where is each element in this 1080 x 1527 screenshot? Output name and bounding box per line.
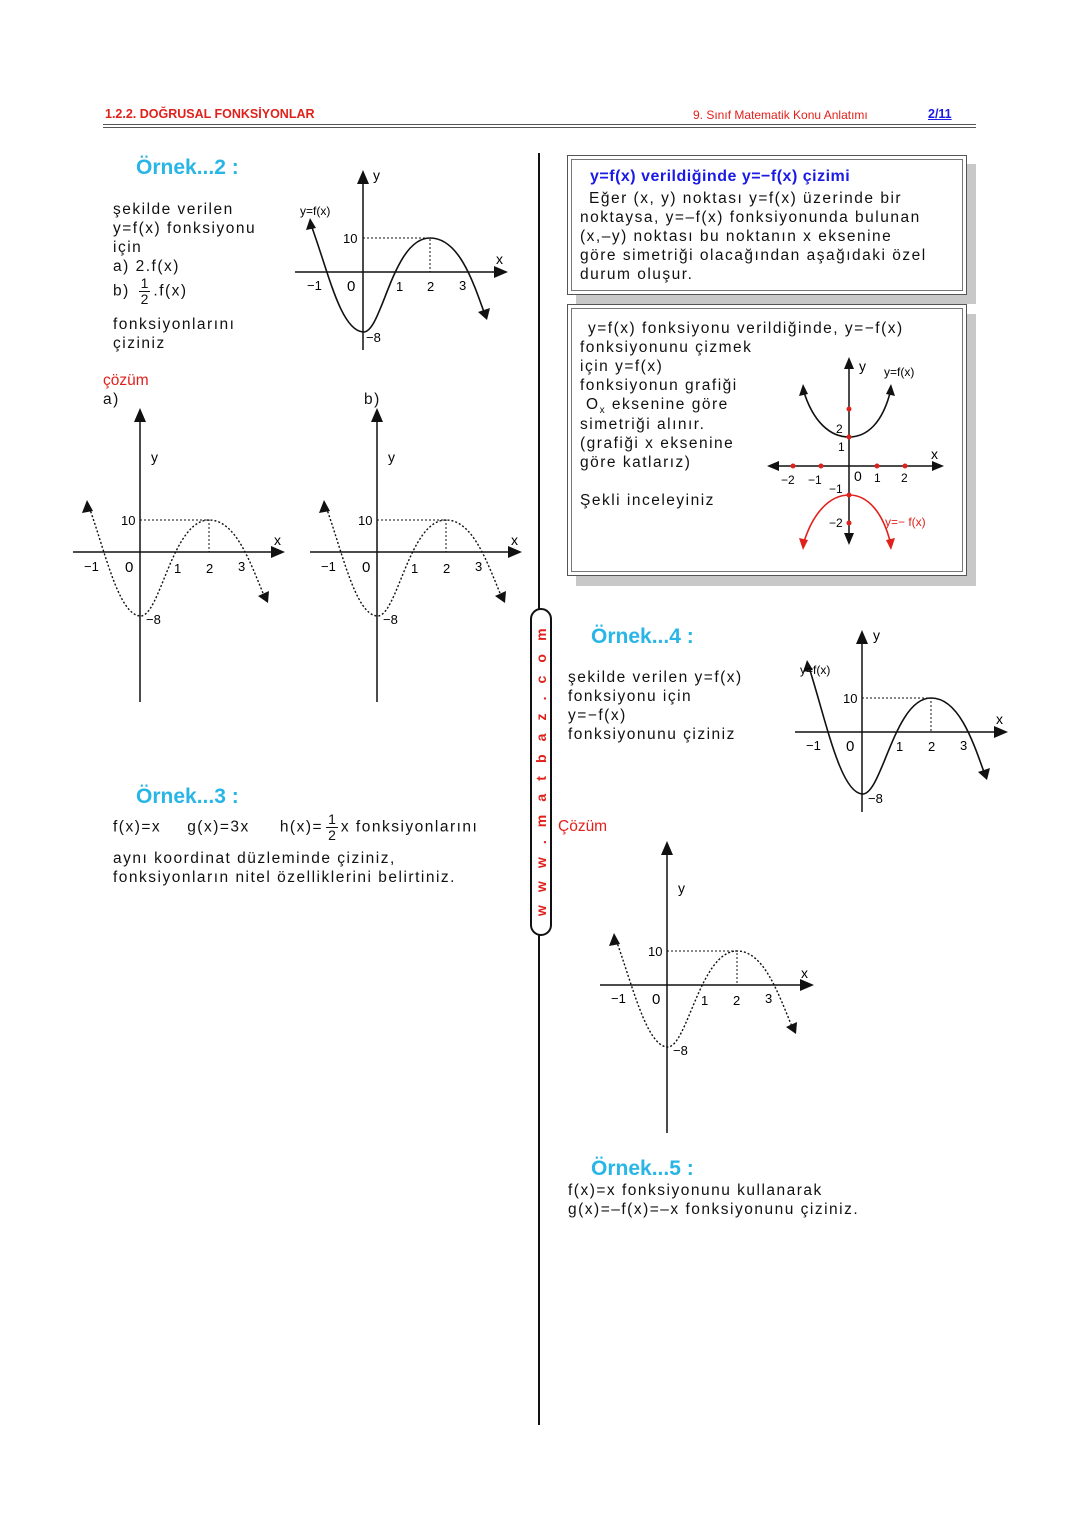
example3-functions [113, 812, 478, 843]
ox-label: O [586, 396, 600, 413]
tick-minus-1: −1 [307, 278, 322, 293]
origin-label: 0 [125, 559, 134, 576]
example3-line3: fonksiyonların nitel özelliklerini belirtiniz. [113, 869, 456, 886]
origin-label: 0 [846, 738, 855, 755]
example5-title: Örnek...5 : [591, 1157, 694, 1180]
example2-item-a: a) 2.f(x) [113, 258, 180, 275]
tick-10: 10 [358, 513, 373, 528]
tick-minus-1: −1 [806, 738, 821, 753]
box2-line4: fonksiyonun grafiği [580, 377, 738, 394]
max-guide [667, 951, 737, 985]
y-axis-label: y [388, 449, 395, 465]
page-number: 2/11 [928, 107, 952, 121]
max-guide [377, 520, 446, 552]
example2-item-b [113, 276, 188, 307]
example4-line2: fonksiyonu için [568, 688, 693, 705]
function-curve [310, 222, 485, 332]
example4-title: Örnek...4 : [591, 625, 694, 648]
tick-10: 10 [648, 944, 663, 959]
box1-line4: göre simetriği olacağından aşağıdaki özel [580, 247, 927, 264]
tick-2: 2 [206, 561, 214, 576]
info-box-2 [567, 304, 967, 576]
example2-line3: için [113, 239, 143, 256]
box2-line1: y=f(x) fonksiyonu verildiğinde, y=−f(x) [588, 320, 904, 337]
tick-1: 1 [701, 993, 709, 1008]
x-axis-label: x [511, 532, 518, 548]
tick-x-2: 2 [901, 471, 908, 485]
box2-line6: simetriği alınır. [580, 416, 706, 433]
tick-10: 10 [343, 231, 358, 246]
reflection-graph [763, 353, 953, 553]
tick-1: 1 [411, 561, 419, 576]
tick-minus-8: −8 [868, 791, 883, 806]
tick-minus-8: −8 [366, 330, 381, 345]
solution-a-graph [60, 400, 300, 710]
tick-2: 2 [443, 561, 451, 576]
tick-3: 3 [765, 991, 773, 1006]
box2-line2: fonksiyonunu çizmek [580, 339, 753, 356]
box2-line7: (grafiği x eksenine [580, 435, 735, 452]
h-fraction-numerator: 1 [328, 811, 336, 827]
example4-solution-label: Çözüm [558, 818, 608, 835]
tick-3: 3 [475, 559, 483, 574]
info-box-1 [567, 155, 967, 295]
half-fraction [139, 276, 151, 307]
origin-label: 0 [362, 559, 371, 576]
example3-line2: aynı koordinat düzleminde çiziniz, [113, 850, 396, 867]
example4-line3: y=−f(x) [568, 707, 627, 724]
y-axis-label: y [859, 358, 866, 374]
graph-axes [795, 630, 1008, 812]
fraction-numerator: 1 [140, 275, 149, 291]
tick-minus-1: −1 [321, 559, 336, 574]
origin-label: 0 [347, 278, 356, 295]
function-label: y=f(x) [884, 365, 915, 379]
tick-1: 1 [896, 739, 904, 754]
tick-y-minus-2: −2 [829, 516, 843, 530]
tick-2: 2 [928, 739, 936, 754]
example3-title: Örnek...3 : [136, 785, 239, 808]
h-fraction [326, 812, 338, 843]
item-b-prefix: b) [113, 282, 130, 300]
tick-minus-8: −8 [383, 612, 398, 627]
max-guide [363, 238, 430, 272]
part-b-label: b) [364, 391, 381, 408]
max-guide [862, 698, 931, 732]
tick-x-minus-2: −2 [781, 473, 795, 487]
example2-graph [280, 160, 520, 360]
x-axis-label: x [931, 446, 938, 462]
example2-line1: şekilde verilen [113, 201, 234, 218]
origin-label: 0 [854, 468, 862, 484]
tick-3: 3 [459, 278, 467, 293]
function-label: y=f(x) [300, 204, 331, 218]
tick-2: 2 [733, 993, 741, 1008]
x-axis-label: x [274, 532, 281, 548]
tick-y-minus-1: −1 [829, 482, 843, 496]
course-title: 9. Sınıf Matematik Konu Anlatımı [693, 108, 868, 122]
tick-2: 2 [427, 279, 435, 294]
x-axis-label: x [801, 965, 808, 981]
box2-line8: göre katlarız) [580, 454, 692, 471]
header-rule-2 [103, 127, 976, 128]
box2-line3: için y=f(x) [580, 358, 664, 375]
tick-3: 3 [238, 559, 246, 574]
box2-line9: Şekli inceleyiniz [580, 492, 715, 509]
example2-line-end1: fonksiyonlarını [113, 316, 236, 333]
fraction-denominator: 2 [140, 291, 149, 307]
tick-minus-8: −8 [146, 612, 161, 627]
f-function: f(x)=x [113, 818, 162, 836]
parabola-curve [803, 389, 891, 437]
box1-line1: Eğer (x, y) noktası y=f(x) üzerinde bir [589, 190, 903, 207]
ox-subscript: x [599, 405, 607, 417]
tick-10: 10 [843, 691, 858, 706]
tick-y-1: 1 [838, 440, 845, 454]
example2-solution-label: çözüm [103, 372, 149, 389]
g-function: g(x)=3x [187, 818, 250, 836]
example2-line2: y=f(x) fonksiyonu [113, 220, 257, 237]
example4-line1: şekilde verilen y=f(x) [568, 669, 743, 686]
box1-line2: noktaysa, y=–f(x) fonksiyonunda bulunan [580, 209, 921, 226]
example5-line2: g(x)=–f(x)=–x fonksiyonunu çiziniz. [568, 1201, 860, 1218]
box2-line5-rest: eksenine göre [606, 396, 729, 413]
y-axis-label: y [151, 449, 158, 465]
example4-graph [780, 620, 1020, 820]
tick-minus-1: −1 [84, 559, 99, 574]
origin-label: 0 [652, 991, 661, 1008]
header-rule [103, 124, 976, 125]
function-curve [808, 664, 985, 794]
tick-3: 3 [960, 738, 968, 753]
box1-title: y=f(x) verildiğinde y=−f(x) çizimi [590, 168, 851, 185]
example2-line-end2: çiziniz [113, 335, 166, 352]
h-function-suffix: x fonksiyonlarını [340, 818, 479, 836]
part-a-label: a) [103, 391, 120, 408]
example2-title: Örnek...2 : [136, 156, 239, 179]
example4-solution-graph [590, 835, 830, 1140]
y-axis-label: y [678, 880, 685, 896]
box1-line5: durum oluşur. [580, 266, 694, 283]
solution-b-graph [297, 400, 537, 710]
x-axis-label: x [996, 711, 1003, 727]
max-guide [140, 520, 209, 552]
tick-x-1: 1 [874, 471, 881, 485]
watermark-text: w w w . m a t b a z . c o m [533, 623, 549, 917]
box1-line3: (x,–y) noktası bu noktanın x eksenine [580, 228, 893, 245]
item-b-suffix: .f(x) [153, 282, 188, 300]
h-fraction-denominator: 2 [328, 827, 336, 843]
reflected-function-label: y=− f(x) [885, 515, 926, 529]
example4-line4: fonksiyonunu çiziniz [568, 726, 736, 743]
function-label: y=f(x) [800, 663, 831, 677]
tick-y-2: 2 [836, 422, 843, 436]
tick-x-minus-1: −1 [808, 473, 822, 487]
tick-1: 1 [396, 279, 404, 294]
example5-line1: f(x)=x fonksiyonunu kullanarak [568, 1182, 823, 1199]
section-title: 1.2.2. DOĞRUSAL FONKSİYONLAR [105, 107, 315, 121]
y-axis-label: y [373, 167, 380, 183]
x-axis-label: x [496, 251, 503, 267]
tick-minus-1: −1 [611, 991, 626, 1006]
h-function-prefix: h(x)= [279, 818, 324, 836]
y-axis-label: y [873, 627, 880, 643]
tick-minus-8: −8 [673, 1043, 688, 1058]
tick-1: 1 [174, 561, 182, 576]
tick-10: 10 [121, 513, 136, 528]
